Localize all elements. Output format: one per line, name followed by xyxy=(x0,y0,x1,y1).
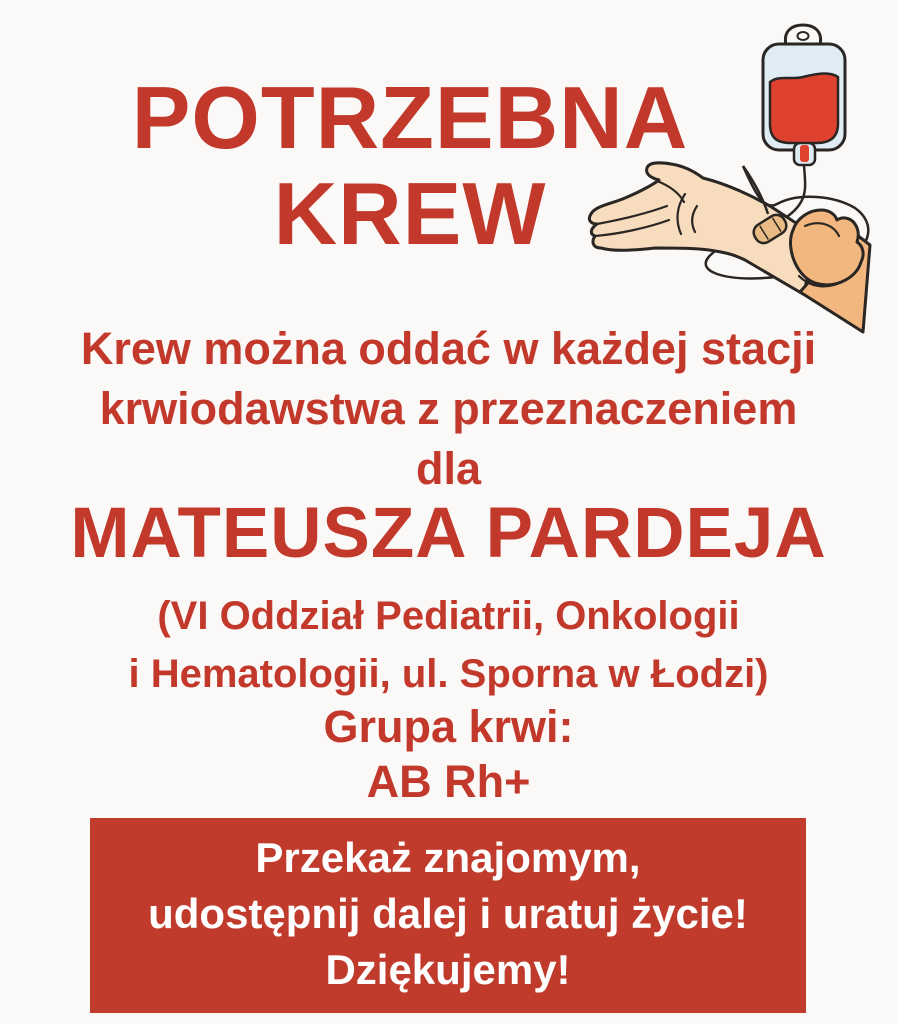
title-line-1: POTRZEBNA xyxy=(131,68,689,167)
patient-name: MATEUSZA PARDEJA xyxy=(70,494,827,573)
helper-hand xyxy=(791,210,870,332)
intro-line-3: dla xyxy=(415,443,482,494)
intro-line-1: Krew można oddać w każdej stacji xyxy=(80,323,817,374)
ward-line-1: (VI Oddział Pediatrii, Onkologii xyxy=(157,594,740,638)
hospital-ward-text xyxy=(0,587,897,703)
title-line-2: KREW xyxy=(273,164,547,263)
blood-group xyxy=(0,699,897,809)
cta-line-2: udostępnij dalej i uratuj życie! xyxy=(148,890,748,937)
blood-bag-icon xyxy=(763,25,845,165)
intro-text xyxy=(0,319,897,499)
cta-line-3: Dziękujemy! xyxy=(325,946,571,993)
blood-group-label: Grupa krwi: xyxy=(323,701,574,752)
cta-line-1: Przekaż znajomym, xyxy=(255,834,641,881)
ward-line-2: i Hematologii, ul. Sporna w Łodzi) xyxy=(128,652,769,696)
intro-line-2: krwiodawstwa z przeznaczeniem xyxy=(99,383,798,434)
blood-bag-transfusion-arm-illustration xyxy=(567,8,897,356)
blood-group-value: AB Rh+ xyxy=(366,756,531,807)
cta-box xyxy=(90,818,806,1013)
